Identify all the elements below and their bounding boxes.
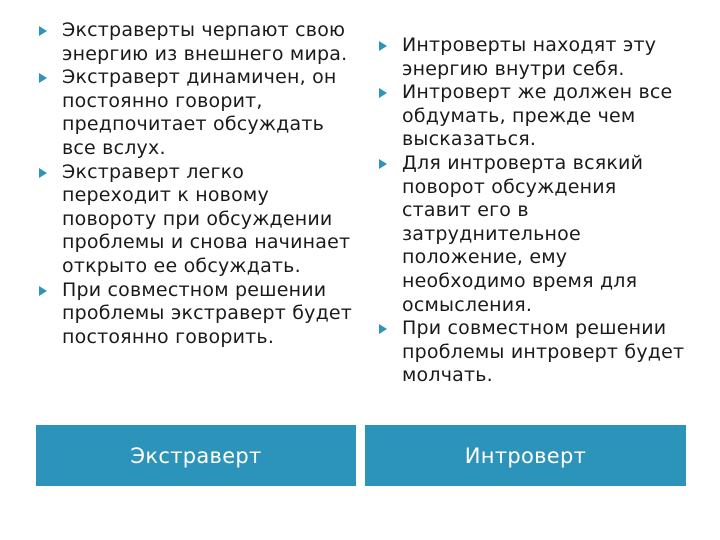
bullet-text: Для интроверта всякий поворот обсуждения ставит его в затруднительное положение, ему необходимо время для осмысления.: [402, 151, 644, 316]
introvert-column: [378, 0, 688, 388]
list-item: [378, 81, 688, 152]
extravert-label-bar: [36, 425, 356, 486]
bullet-text: Экстраверты черпают свою энергию из внешнего мира.: [62, 19, 348, 65]
extravert-label: Экстраверт: [130, 443, 262, 468]
triangle-bullet-icon: [379, 159, 387, 169]
bullet-text: При совместном решении проблемы экстраверт будет постоянно говорить.: [62, 278, 353, 348]
triangle-bullet-icon: [379, 324, 387, 334]
extravert-bullet-list: [38, 0, 356, 349]
introvert-label-bar: [365, 425, 686, 486]
triangle-bullet-icon: [39, 26, 47, 36]
list-item: [38, 66, 356, 160]
triangle-bullet-icon: [379, 88, 387, 98]
list-item: [38, 19, 356, 66]
list-item: [38, 161, 356, 279]
triangle-bullet-icon: [379, 41, 387, 51]
bullet-text: Интроверты находят эту энергию внутри себя.: [402, 34, 657, 80]
introvert-bullet-list: [378, 0, 688, 388]
list-item: [38, 279, 356, 350]
triangle-bullet-icon: [39, 286, 47, 296]
bullet-text: Интроверт же должен все обдумать, прежде чем высказаться.: [402, 81, 673, 151]
bullet-text: Экстраверт легко переходит к новому повороту при обсуждении проблемы и снова начинает открыто ее обсуждать.: [62, 160, 351, 277]
list-item: [378, 317, 688, 388]
triangle-bullet-icon: [39, 168, 47, 178]
list-item: [378, 152, 688, 317]
extravert-column: [38, 0, 356, 349]
bullet-text: При совместном решении проблемы интроверт будет молчать.: [402, 317, 685, 387]
bullet-text: Экстраверт динамичен, он постоянно говорит, предпочитает обсуждать все вслух.: [62, 66, 337, 159]
triangle-bullet-icon: [39, 73, 47, 83]
introvert-label: Интроверт: [464, 443, 587, 468]
list-item: [378, 34, 688, 81]
